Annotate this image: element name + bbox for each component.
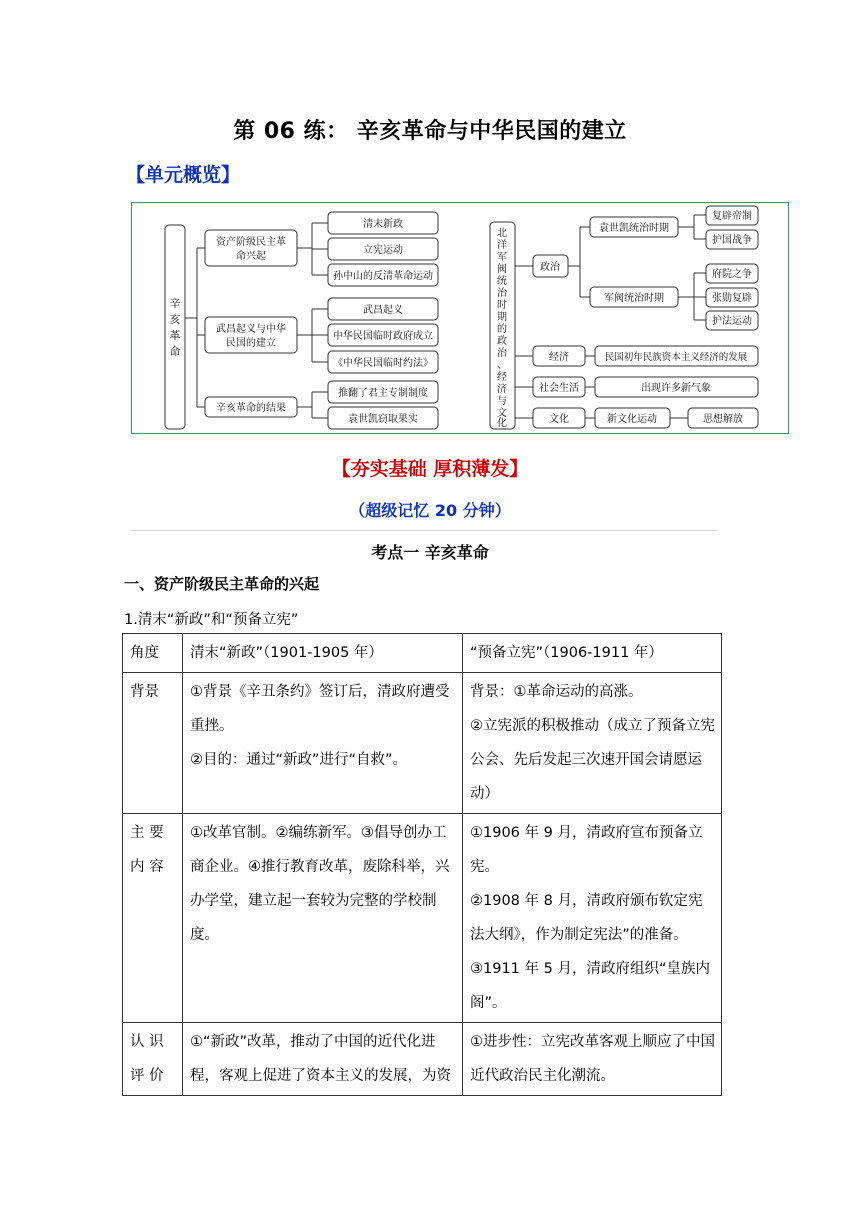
concept-map xyxy=(132,203,788,433)
table-header-cell: 清末“新政”（1901-1905 年） xyxy=(183,634,463,673)
table-cell xyxy=(463,673,722,814)
event-label: 张勋复辟 xyxy=(712,293,752,304)
root-char: 洋 xyxy=(497,240,507,251)
table-cell xyxy=(183,814,463,1023)
root-char: 、 xyxy=(497,360,507,371)
cell-paragraph: ①进步性：立宪改革客观上顺应了中国近代政治民主化潮流。 xyxy=(470,1034,715,1084)
leaf-label: 推翻了君主专制制度 xyxy=(338,388,428,399)
cell-paragraph: ①改革官制。②编练新军。③倡导创办工商企业。④推行教育改革，废除科举，兴办学堂，建立起一套较为完整的学校制度。 xyxy=(190,825,450,943)
root-char: 阀 xyxy=(497,264,507,275)
root-char: 治 xyxy=(497,288,507,299)
leaf-label: 立宪运动 xyxy=(363,245,403,256)
cell-paragraph: ①1906 年 9 月，清政府宣布预备立宪。 xyxy=(470,825,703,875)
branch-label: 资产阶级民主革 xyxy=(216,237,286,248)
leaf-label: 武昌起义 xyxy=(363,305,403,316)
period-label: 军阀统治时期 xyxy=(604,293,664,304)
branch-label: 民国的建立 xyxy=(226,338,276,349)
root-char: 军 xyxy=(497,252,507,263)
row-label: 认 识 评 价 xyxy=(123,1023,183,1096)
root-char: 与 xyxy=(497,396,507,407)
society-detail: 出现许多新气象 xyxy=(641,383,711,394)
section-heading: 一、资产阶级民主革命的兴起 xyxy=(124,575,320,593)
root-char: 辛 xyxy=(169,297,181,310)
table-row xyxy=(123,673,722,814)
table-header-cell: “预备立宪”（1906-1911 年） xyxy=(463,634,722,673)
culture-end: 思想解放 xyxy=(703,414,743,425)
society-label: 社会生活 xyxy=(539,383,579,394)
subsection-heading: 1.清末“新政”和“预备立宪” xyxy=(124,612,299,628)
cell-paragraph: ②目的：通过“新政”进行“自救”。 xyxy=(190,752,408,768)
culture-label: 文化 xyxy=(549,414,569,425)
cell-paragraph: ①“新政”改革，推动了中国的近代化进程，客观上促进了资本主义的发展，为资 xyxy=(190,1034,451,1084)
table-cell xyxy=(183,673,463,814)
root-char: 济 xyxy=(497,384,507,395)
page-title: 第 06 练： 辛亥革命与中华民国的建立 xyxy=(233,119,627,144)
cell-paragraph: ①背景《辛丑条约》签订后，清政府遭受重挫。 xyxy=(190,684,450,734)
foundation-heading: 【夯实基础 厚积薄发】 xyxy=(331,458,529,480)
unit-overview-heading: 【单元概览】 xyxy=(126,164,241,186)
leaf-label: 孙中山的反清革命运动 xyxy=(333,271,433,282)
event-label: 复辟帝制 xyxy=(712,211,752,222)
root-char: 期 xyxy=(497,312,507,323)
divider xyxy=(130,530,718,531)
event-label: 护国战争 xyxy=(712,235,752,246)
table-cell xyxy=(183,1023,463,1096)
cell-paragraph: ②1908 年 8 月，清政府颁布钦定宪法大纲》，作为制定宪法”的准备。 xyxy=(470,893,703,943)
memory-subheading: （超级记忆 20 分钟） xyxy=(349,501,511,520)
root-char: 经 xyxy=(497,372,507,383)
root-char: 命 xyxy=(169,345,181,358)
period-label: 袁世凯统治时期 xyxy=(599,223,669,234)
event-label: 护法运动 xyxy=(712,316,752,327)
table-cell xyxy=(463,814,722,1023)
root-char: 亥 xyxy=(169,313,181,326)
cell-paragraph: 背景：①革命运动的高涨。 xyxy=(470,684,643,700)
politics-label: 政治 xyxy=(540,262,560,273)
culture-mid: 新文化运动 xyxy=(607,414,657,425)
row-label: 背景 xyxy=(123,673,183,814)
topic-heading: 考点一 辛亥革命 xyxy=(371,543,489,562)
table-header-cell: 角度 xyxy=(123,634,183,673)
root-char: 北 xyxy=(497,228,507,239)
economy-label: 经济 xyxy=(549,352,569,363)
leaf-label: 清末新政 xyxy=(363,219,403,230)
root-char: 的 xyxy=(497,324,507,335)
row-label: 主 要 内 容 xyxy=(123,814,183,1023)
root-char: 时 xyxy=(497,300,507,311)
branch-label: 武昌起义与中华 xyxy=(216,324,286,335)
root-char: 政 xyxy=(497,336,507,347)
leaf-label: 中华民国临时政府成立 xyxy=(333,331,433,342)
table-header-row xyxy=(123,634,722,673)
root-char: 文 xyxy=(497,408,507,419)
root-char: 革 xyxy=(169,329,181,342)
economy-detail: 民国初年民族资本主义经济的发展 xyxy=(604,352,748,363)
leaf-label: 《中华民国临时约法》 xyxy=(333,358,433,369)
table-row xyxy=(123,814,722,1023)
event-label: 府院之争 xyxy=(712,269,752,280)
root-char: 化 xyxy=(497,418,507,429)
branch-label: 辛亥革命的结果 xyxy=(216,403,286,414)
unit-overview-diagram xyxy=(131,202,789,434)
cell-paragraph: ②立宪派的积极推动（成立了预备立宪公会、先后发起三次速开国会请愿运动） xyxy=(470,718,715,802)
table-row xyxy=(123,1023,722,1096)
root-char: 统 xyxy=(497,276,507,287)
comparison-table xyxy=(122,633,722,1096)
cell-paragraph: ③1911 年 5 月，清政府组织“皇族内阁”。 xyxy=(470,961,710,1011)
leaf-label: 袁世凯窃取果实 xyxy=(348,414,418,425)
table-cell xyxy=(463,1023,722,1096)
branch-label: 命兴起 xyxy=(236,251,266,262)
root-char: 治 xyxy=(497,348,507,359)
